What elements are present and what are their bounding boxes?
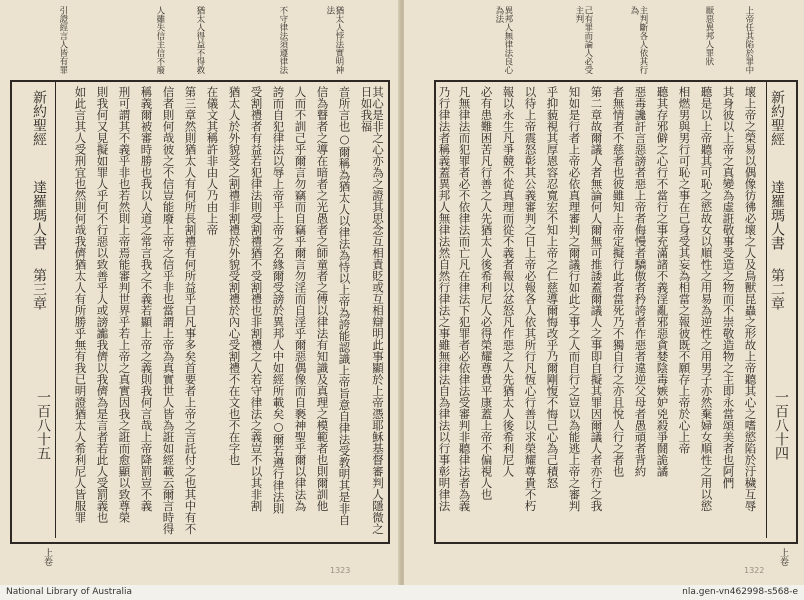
- left-margin-note-2: 不守律法須遵律法: [277, 6, 288, 74]
- footer-bar: [0, 585, 804, 600]
- left-page: [0, 0, 400, 585]
- right-col-7: 者無情者不慈者也彼雖知上帝定擬行此者當死乃不獨自行之亦且悅人行之者也: [611, 86, 626, 477]
- left-col-8: 在儀文其稱許非由人乃由上帝: [205, 86, 220, 236]
- footer-library-name: National Library of Australia: [6, 587, 133, 597]
- left-text-frame: [10, 80, 390, 544]
- right-col-6: 惡毒讒訐言惡謗者惡上帝者侮慢者驕傲者矜誇者作惡者違逆父母者愚頑者背約: [633, 86, 648, 477]
- left-col-7: 猶太人於外貌受之割禮非割禮於外貌受割禮於內心受割禮不在文也不在字也: [227, 86, 242, 466]
- right-col-3: 聽是以上帝聽其可恥之慾故女以順性之用易為逆性之用男子亦然棄婦女順性之用以慾: [699, 86, 714, 512]
- left-col-3: 信為瞽者之導在暗者之光愚者之師童者之傅以律法有知識及真理之模範者也則爾訓他: [315, 86, 330, 512]
- right-col-14: 凡無律法而犯罪者必不依律法而亡凡在律法下犯罪者必依律法受審判非聽律法者為義: [457, 86, 472, 512]
- left-col-9: 第三章然則猶太人有何所長割禮有何所益乎曰凡事多矣首要者上帝之言託付之也其中有不: [183, 86, 198, 535]
- right-page: [404, 0, 804, 585]
- left-epistle-title: 達羅瑪人書: [31, 180, 47, 250]
- left-chapter: 第三章: [31, 268, 47, 310]
- right-col-15: 乃行律法者稱義蓋異邦人無律法然自然行律法之事雖無律法自為律法以行事彰明律法: [437, 86, 452, 512]
- left-bottom-mark: 上卷: [42, 548, 52, 566]
- left-col-4: 人而不訓己乎爾言勿竊而自竊乎爾言勿淫而自淫乎爾惡偶像而自褻神聖乎爾以律法為: [293, 86, 308, 512]
- left-col-10: 信者則何哉彼之不信豈能廢上帝之信乎非也當謂上帝為真實世人皆為誑如經載云爾言時得: [161, 86, 176, 535]
- left-col-5: 誇而自犯律法以辱上帝乎上帝之名緣爾受謗於異邦人中如經所載矣○爾若遵行律法則: [271, 86, 286, 514]
- left-page-number: 一百八十五: [35, 390, 51, 460]
- left-margin-note-5: 引證經言人皆有罪: [57, 6, 68, 74]
- left-margin-note-4: 人雖失信主信不廢: [154, 6, 165, 74]
- footer-identifier: nla.gen-vn462998-s568-e: [682, 587, 798, 597]
- right-page-stamp: 1322: [744, 566, 765, 575]
- right-margin-note-3: 主判斷各人依其行為: [628, 6, 648, 74]
- right-margin-note-4: 己有罪而論人必受主判: [573, 6, 593, 74]
- left-book-title: 新約聖經: [31, 90, 47, 146]
- right-epistle-title: 達羅瑪人書: [769, 180, 785, 250]
- left-col-2: 音所言也○爾稱為猶太人以律法為恃以上帝為誇能認識上帝旨意自律法受教明其是非自: [337, 86, 352, 526]
- right-col-12: 報以永生凡爭競不從真理而從不義者報以忿怒凡作惡之人先猶太人後希利尼人: [501, 86, 516, 477]
- right-col-9: 知如是行者上帝必依真理審判之爾議行如此之事之人而自行之豈以為能逃上帝之審判: [567, 86, 582, 512]
- right-col-10: 乎抑藐視其厚恩容忍寬宏不知上帝之仁慈導爾悔改乎乃爾剛愎不悔己心為己積怒: [545, 86, 560, 489]
- right-margin-note-1: 上帝任其陷於罪中: [743, 6, 754, 74]
- left-col-6: 受割禮者有益若犯律法則受割禮猶不受割禮也非割禮之人若守律法之義豈不以其非割: [249, 86, 264, 512]
- left-col-11: 稱義爾被審時勝也我以人道之常言我之不義若顯上帝之義則我何言哉上帝降罰豈不義: [139, 86, 154, 512]
- left-margin-note-3: 猶太人得益不得救: [194, 6, 205, 74]
- right-chapter: 第二章: [769, 268, 785, 310]
- right-col-13: 必有患難困苦凡行善之人先猶太人後希利尼人必得榮耀尊貴平康蓋上帝不偏視人也: [479, 86, 494, 500]
- right-col-1: 壞上帝之榮易以偶像彷彿必壞之人及鳥獸昆蟲之形故上帝聽其心之嗜慾陷於汙穢互辱: [743, 86, 758, 512]
- left-col-13: 則我何又見擬如罪人乎何不行惡以致善乎人或謗讟我儕以我儕為是言者若此人受罰義也: [95, 86, 110, 523]
- right-col-11: 以待上帝震怒彰其公義審判之日上帝必報各人依其所行凡恆心行善以求榮耀尊貴不朽: [523, 86, 538, 512]
- left-margin-note-1: 猶太人悖法實明神法: [324, 6, 344, 74]
- left-col-1: 其心是非之心亦為之證其思念互相責貶或互相辯明此事顯於上帝憑耶穌基督審判人隱微之日如我福: [359, 86, 385, 535]
- right-bottom-mark: 上卷: [778, 548, 788, 566]
- right-book-title: 新約聖經: [769, 90, 785, 146]
- left-col-12: 刑可謂其不義乎非也若然則上帝焉能審判世界乎若上帝之真實因我之誑而愈顯以致尊榮: [117, 86, 132, 523]
- left-page-stamp: 1323: [330, 566, 351, 575]
- right-col-2: 其身彼以上帝之真變為虛誑敬事受造之物而不崇敬造物之主即永當頌美者也阿們: [721, 86, 736, 489]
- right-col-4: 相燃男與男行可恥之事在己身受其妄為相當之報彼既不願存上帝於心上帝: [677, 86, 692, 454]
- right-col-5: 聽其存邪僻之心行不當行之事充滿諸不義淫亂邪惡貪婪陰毒嫉妒兇殺爭鬪詭譎: [655, 86, 670, 477]
- right-col-8: 第二章故爾議人者無論何人爾無可推諉蓋爾議人之事即自擬其罪因爾議人者亦行之我: [589, 86, 604, 512]
- right-margin-note-5: 異邦人無律法良心為法: [493, 6, 513, 74]
- right-page-number: 一百八十四: [773, 390, 789, 460]
- left-col-14: 如此言其人受刑宜也然則何哉我儕猶太人有所勝乎無有我已明證猶太人希利尼人皆服罪: [73, 86, 88, 523]
- right-margin-note-2: 厭惡異邦人罪狀: [703, 6, 714, 66]
